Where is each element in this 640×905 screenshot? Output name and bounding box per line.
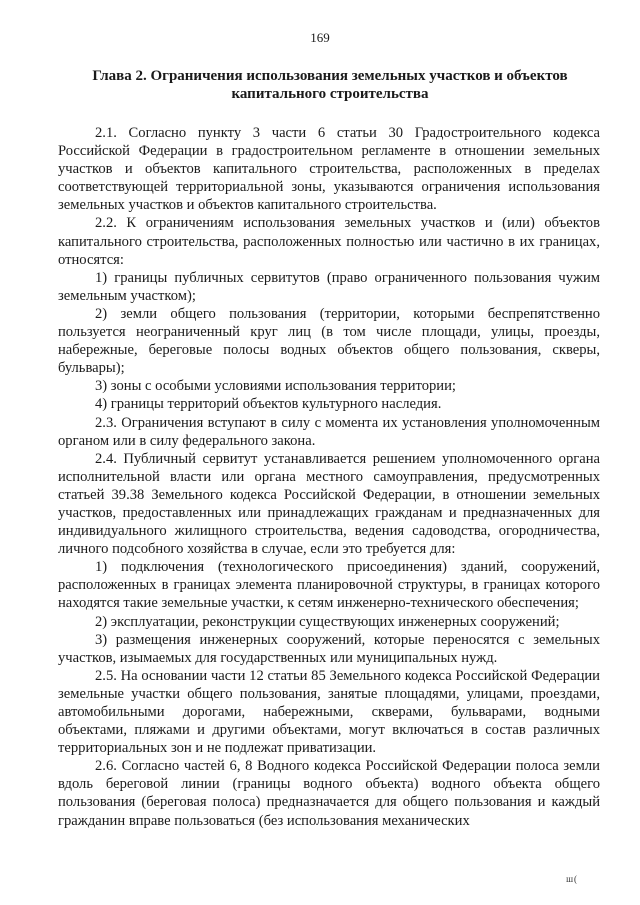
list-item-4: 4) границы территорий объектов культурного наследия. <box>95 396 442 413</box>
paragraph-2-2: 2.2. К ограничениям использования земельных участков и (или) объектов капитального строительства, расположенных полностью или частично в их границах, относятся: <box>58 215 600 268</box>
scan-corner-mark: ш( <box>566 874 578 884</box>
paragraph-2-4: 2.4. Публичный сервитут устанавливается решением уполномоченного органа исполнительной власти или органа местного самоуправления, предусмотренных статьей 39.38 Земельного кодекса Российской Федерации, в отношении земельных участков, предоставленных или принадлежащих гражданам и предназначенных для индивидуального жилищного строительства, ведения садоводства, огородничества, личного подсобного хозяйства в случае, если это требуется для: <box>58 450 600 558</box>
paragraph-2-1: 2.1. Согласно пункту 3 части 6 статьи 30 Градостроительного кодекса Российской Федерации в градостроительном регламенте в отношении земельных участков и объектов капитального строительства, расположенных в пределах соответствующей территориальной зоны, указываются ограничения использования земельных участков и объектов капитального строительства. <box>58 125 600 214</box>
page-number: 169 <box>310 30 330 45</box>
sublist-item-3: 3) размещения инженерных сооружений, которые переносятся с земельных участков, изымаемых для государственных или муниципальных нужд. <box>58 631 600 666</box>
chapter-title: Глава 2. Ограничения использования земельных участков и объектов капитального строительства <box>92 68 568 102</box>
list-item-2: 2) земли общего пользования (территории, которыми беспрепятственно пользуется неограниченный круг лиц (в том числе площади, улицы, проезды, набережные, береговые полосы водных объектов общего пользования, скверы, бульвары); <box>58 305 600 377</box>
body-text <box>58 124 600 830</box>
paragraph-2-6: 2.6. Согласно частей 6, 8 Водного кодекса Российской Федерации полоса земли вдоль береговой линии (границы водного объекта) водного объекта общего пользования (береговая полоса) предназначается для общего пользования и каждый гражданин вправе пользоваться (без использования механических <box>58 758 600 829</box>
list-item-3: 3) зоны с особыми условиями использования территории; <box>95 378 456 395</box>
sublist-item-2: 2) эксплуатации, реконструкции существующих инженерных сооружений; <box>95 613 560 630</box>
sublist-item-1: 1) подключения (технологического присоединения) зданий, сооружений, расположенных в границах элемента планировочной структуры, в границах которого находятся такие земельные участки, к сетям инженерно-технического обеспечения; <box>58 559 600 612</box>
paragraph-2-3: 2.3. Ограничения вступают в силу с момента их установления уполномоченным органом или в силу федерального закона. <box>58 414 600 449</box>
list-item-1: 1) границы публичных сервитутов (право ограниченного пользования чужим земельным участком); <box>58 269 600 304</box>
paragraph-2-5: 2.5. На основании части 12 статьи 85 Земельного кодекса Российской Федерации земельные участки общего пользования, занятые площадями, улицами, проездами, автомобильными дорогами, набережными, скверами, бульварами, водными объектами, пляжами и другими объектами, могут включаться в состав различных территориальных зон и не подлежат приватизации. <box>58 667 600 757</box>
